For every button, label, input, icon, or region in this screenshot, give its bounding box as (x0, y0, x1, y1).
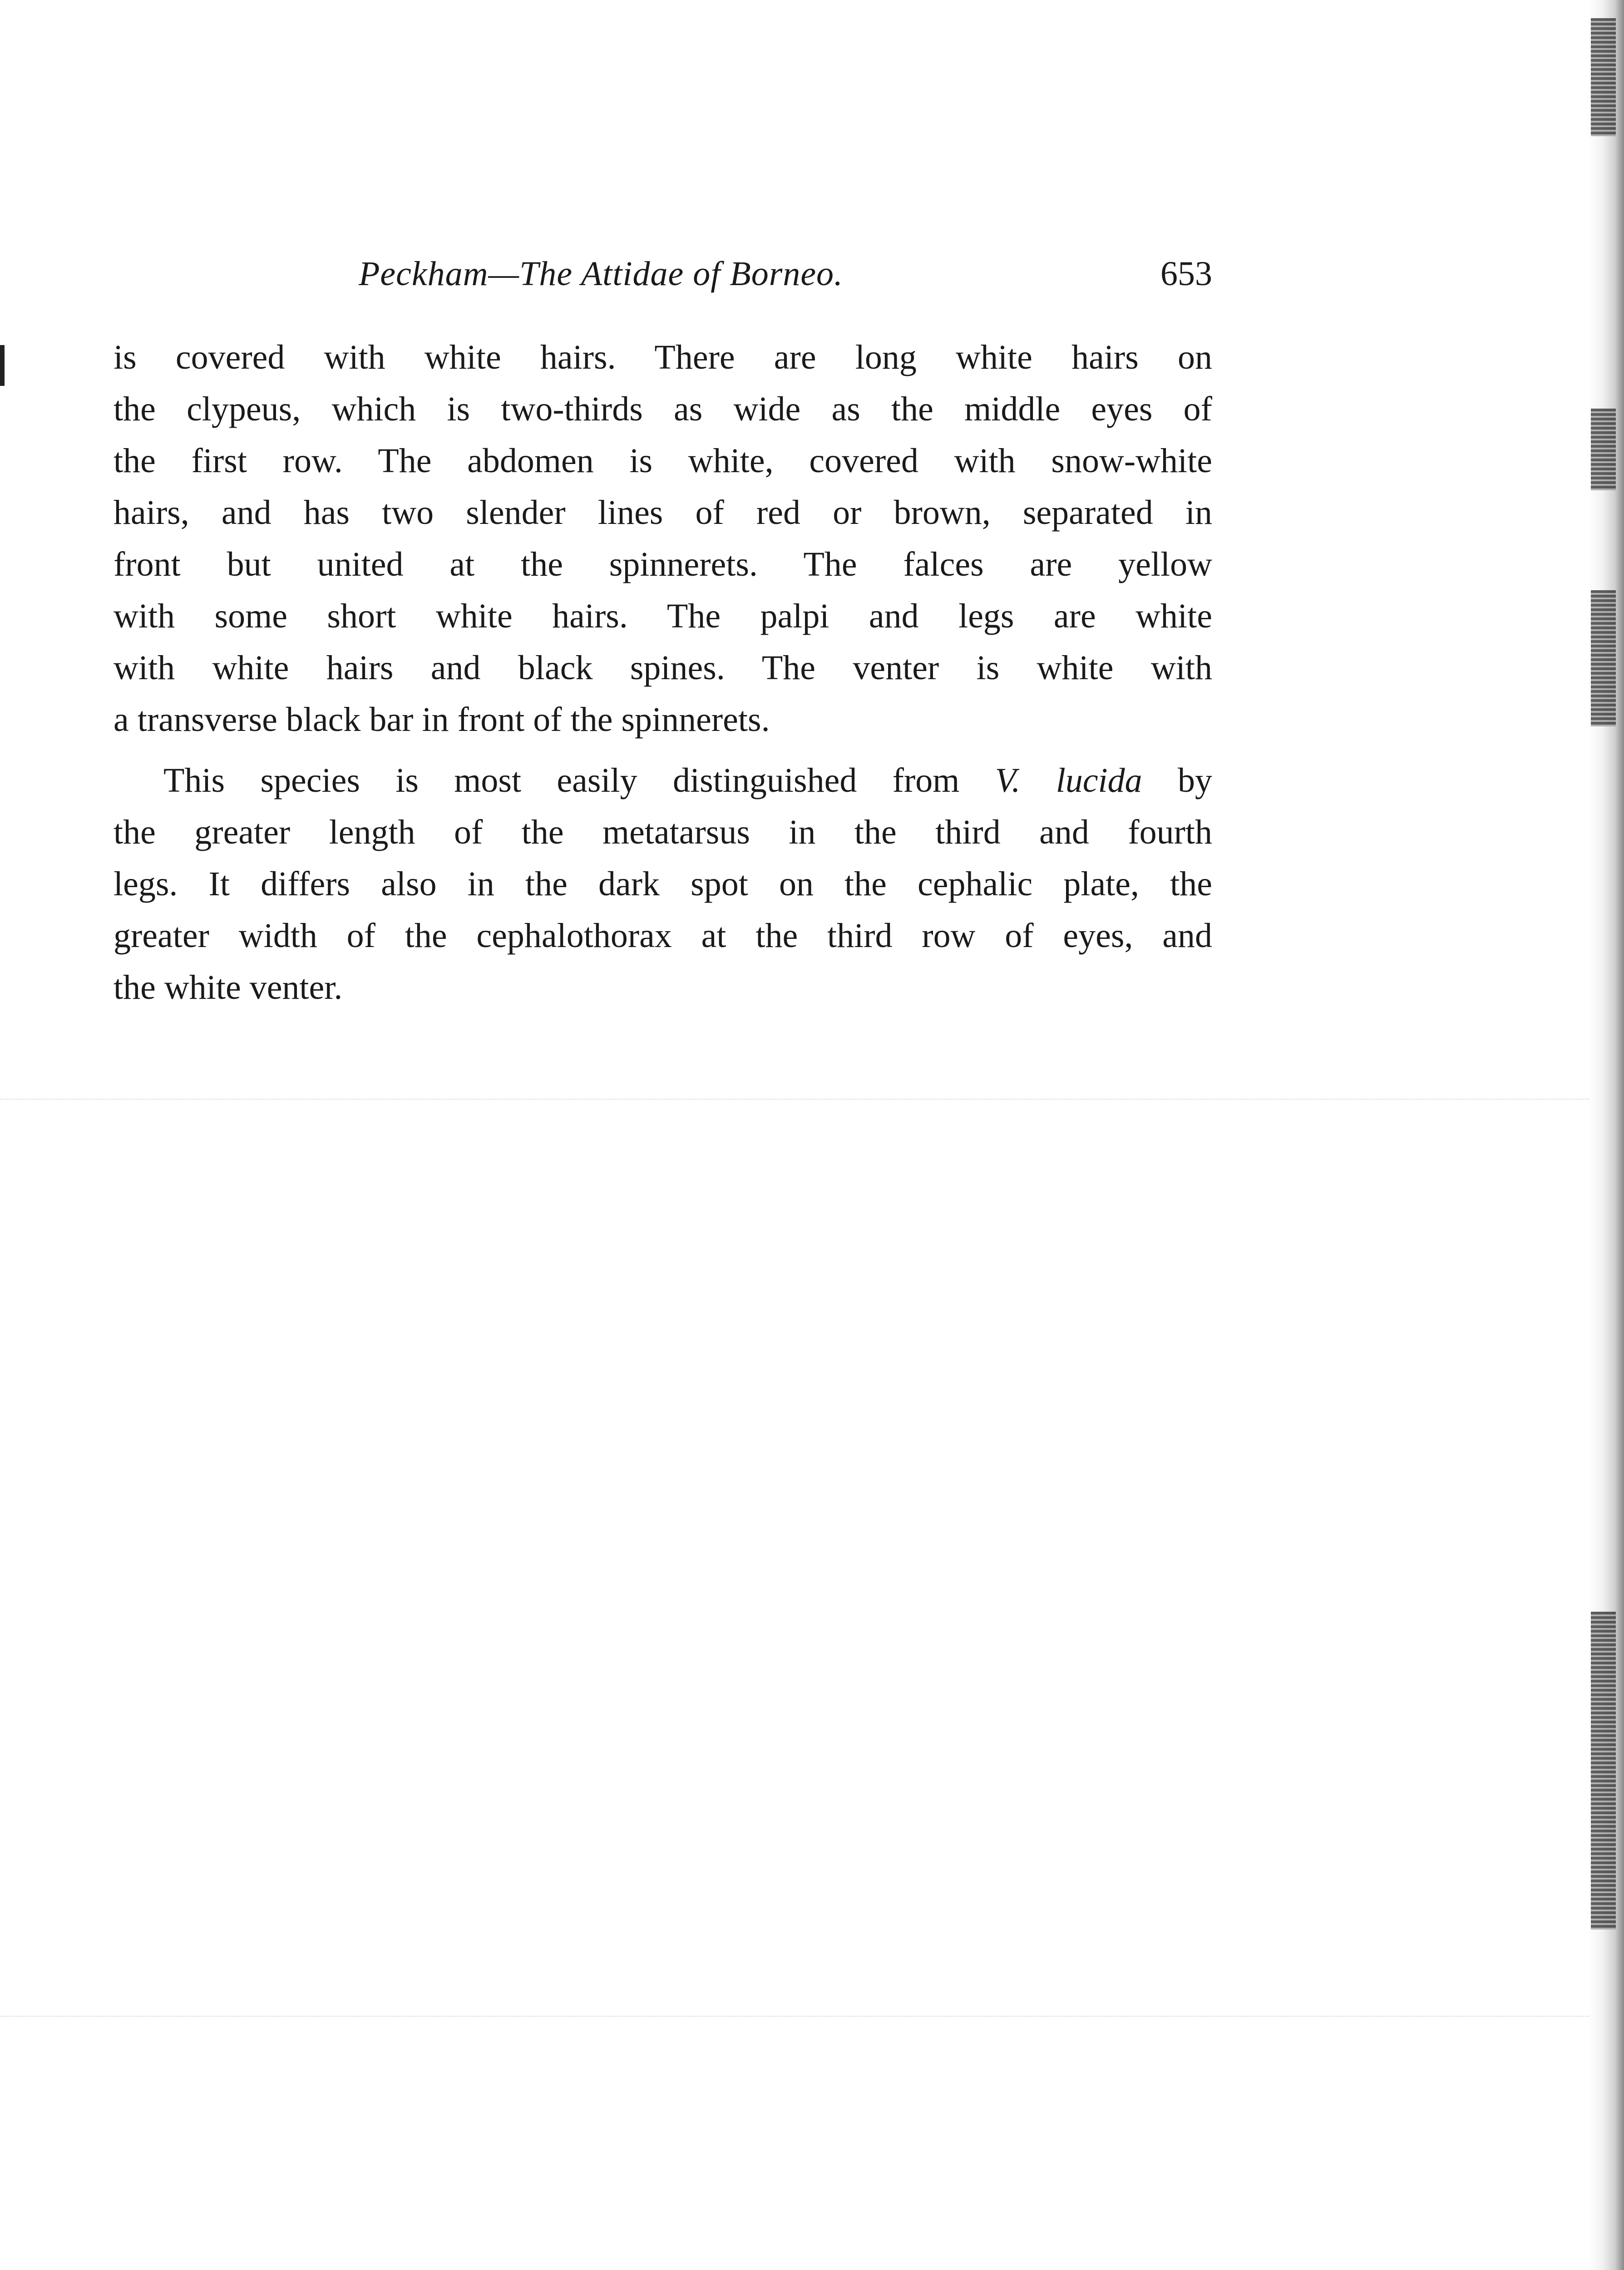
text-line: greater width of the cephalothorax at the third row of eyes, and (114, 917, 1212, 955)
text-line: the greater length of the metatarsus in the third and fourth (114, 813, 1212, 851)
text-line: front but united at the spinnerets. The falces are yellow (114, 545, 1212, 583)
text-line: the first row. The abdomen is white, covered with snow-white (114, 442, 1212, 480)
scan-left-mark (0, 345, 5, 386)
species-name: V. lucida (995, 761, 1142, 799)
scan-edge-mark (1591, 18, 1616, 136)
scan-edge-mark (1591, 1612, 1616, 1930)
text-line (114, 755, 1212, 806)
scan-edge-shadow (1588, 0, 1624, 2270)
text-line: hairs, and has two slender lines of red or brown, separated in (114, 493, 1212, 532)
text-line: the clypeus, which is two-thirds as wide as the middle eyes of (114, 390, 1212, 428)
scan-fold-line (0, 1099, 1589, 1100)
page-number: 653 (1160, 255, 1212, 293)
text-line: with some short white hairs. The palpi and legs are white (114, 597, 1212, 635)
running-header (114, 254, 1212, 304)
body-text (114, 331, 1212, 1013)
text-line: legs. It differs also in the dark spot on the cephalic plate, the (114, 865, 1212, 903)
text-run: by (1142, 761, 1213, 799)
scan-edge-mark (1591, 590, 1616, 726)
scan-edge-mark (1591, 409, 1616, 490)
text-run: This species is most easily distinguished from (163, 761, 995, 799)
scan-fold-line (0, 2016, 1589, 2017)
paragraph-2 (114, 755, 1212, 1013)
text-line: the white venter. (114, 968, 343, 1007)
text-line: is covered with white hairs. There are long white hairs on (114, 338, 1212, 376)
text-line: a transverse black bar in front of the spinnerets. (114, 701, 770, 739)
paragraph-1 (114, 331, 1212, 745)
text-line: with white hairs and black spines. The venter is white with (114, 649, 1212, 687)
running-title: Peckham—The Attidae of Borneo. (359, 255, 844, 293)
